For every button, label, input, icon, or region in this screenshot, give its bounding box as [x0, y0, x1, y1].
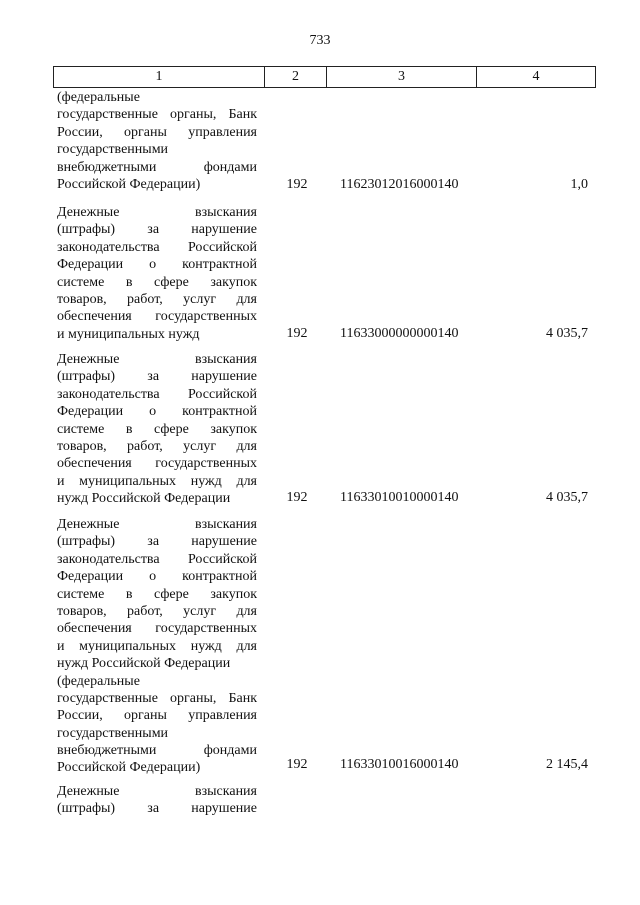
description-line: товаров, работ, услуг для — [57, 291, 257, 307]
header-col-3: 3 — [327, 67, 477, 87]
description-line: обеспечения государственных — [57, 456, 257, 472]
row-description — [57, 204, 257, 343]
description-line: законодательства Российской — [57, 386, 257, 402]
description-line: внебюджетными фондами — [57, 743, 257, 759]
description-line: нужд Российской Федерации — [57, 656, 231, 672]
budget-code: 11633000000000140 — [340, 326, 459, 341]
amount: 1,0 — [570, 177, 588, 192]
description-line: нужд Российской Федерации — [57, 491, 231, 507]
description-line: обеспечения государственных — [57, 309, 257, 325]
row-description — [57, 516, 257, 777]
header-col-1: 1 — [54, 67, 265, 87]
admin-code: 192 — [286, 177, 308, 192]
description-line: Российской Федерации) — [57, 760, 201, 776]
description-line: (федеральные — [57, 673, 140, 689]
description-line: (штрафы) за нарушение — [57, 222, 257, 238]
budget-code: 11633010010000140 — [340, 490, 459, 505]
description-line: государственными — [57, 725, 169, 741]
header-col-2: 2 — [265, 67, 327, 87]
description-line: законодательства Российской — [57, 239, 257, 255]
admin-code: 192 — [286, 326, 308, 341]
page-number: 733 — [309, 33, 331, 48]
description-line: России, органы управления — [57, 124, 257, 140]
amount: 2 145,4 — [546, 757, 588, 772]
description-line: (штрафы) за нарушение — [57, 534, 257, 550]
description-line: государственными — [57, 142, 169, 158]
amount: 4 035,7 — [546, 490, 588, 505]
header-col-4: 4 — [532, 69, 540, 84]
description-line: товаров, работ, услуг для — [57, 603, 257, 619]
budget-code: 11633010016000140 — [340, 757, 459, 772]
description-line: Денежные взыскания — [57, 205, 257, 220]
description-line: (штрафы) за нарушение — [57, 369, 257, 385]
description-line: системе в сфере закупок — [57, 274, 257, 290]
budget-code: 11623012016000140 — [340, 177, 459, 192]
description-line: Денежные взыскания — [57, 352, 257, 367]
description-line: Федерации о контрактной — [57, 569, 257, 585]
description-line: и муниципальных нужд для — [57, 473, 257, 489]
description-line: Российской Федерации) — [57, 176, 201, 192]
row-description — [57, 783, 257, 818]
description-line: Федерации о контрактной — [57, 257, 257, 273]
amount: 4 035,7 — [546, 326, 588, 341]
description-line: системе в сфере закупок — [57, 421, 257, 437]
description-line: государственные органы, Банк — [57, 107, 257, 123]
description-line: и муниципальных нужд для — [57, 638, 257, 654]
description-line: законодательства Российской — [57, 551, 257, 567]
admin-code: 192 — [286, 490, 308, 505]
description-line: Денежные взыскания — [57, 784, 257, 799]
description-line: государственные органы, Банк — [57, 690, 257, 706]
description-line: Денежные взыскания — [57, 517, 257, 532]
description-line: Федерации о контрактной — [57, 404, 257, 420]
description-line: внебюджетными фондами — [57, 159, 257, 175]
description-line: России, органы управления — [57, 708, 257, 724]
description-line: (федеральные — [57, 90, 140, 105]
row-description — [57, 89, 257, 193]
row-description — [57, 351, 257, 508]
description-line: товаров, работ, услуг для — [57, 438, 257, 454]
table-header — [53, 66, 596, 88]
admin-code: 192 — [286, 757, 308, 772]
description-line: обеспечения государственных — [57, 621, 257, 637]
description-line: и муниципальных нужд — [57, 326, 200, 342]
description-line: системе в сфере закупок — [57, 586, 257, 602]
description-line: (штрафы) за нарушение — [57, 801, 257, 817]
